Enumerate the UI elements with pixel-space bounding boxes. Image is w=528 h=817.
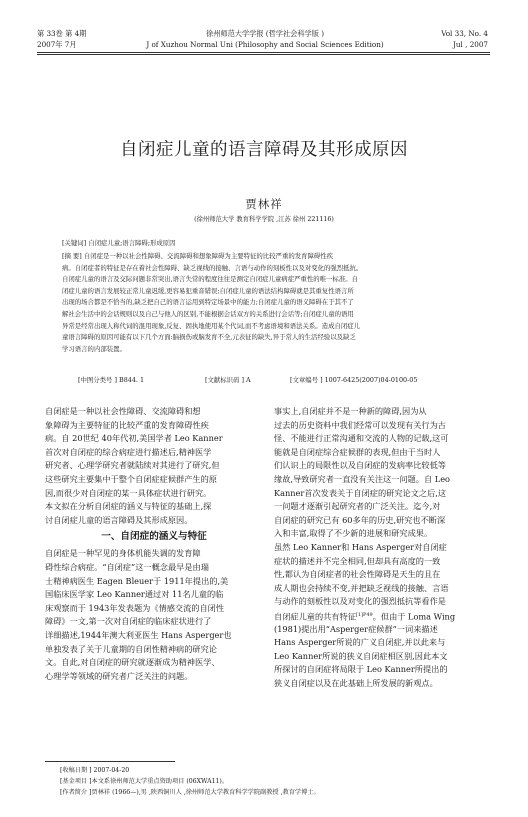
body-line: 国临床医学家 Leo Kanner通过对 11名儿童的临 [45,589,224,600]
header-rule-bottom [37,54,490,55]
clc-number: [中图分类号 ] B844. 1 [78,376,145,384]
body-line: 性,都认为自闭症者的社会性障碍是天生的且在 [274,569,441,580]
body-line: 自闭症是一种罕见的身体机能失调的发育障 [45,548,201,559]
body-column-left [45,405,263,683]
body-line: Hans Asperger所说的广义自闭症,并以此来与 [274,637,446,648]
header-rule-top [37,52,490,53]
body-line: 首次对自闭症的综合病症进行描述后,精神医学 [45,446,212,457]
author-name: 贾林祥 [245,197,283,211]
journal-name-en: J of Xuzhou Normal Uni (Philosophy and Social Sciences Edition) [146,40,384,49]
body-line: 们认识上的局限性以及自闭症的发病率比较低等 [274,460,446,471]
citation-ref: [1]P49 [355,611,373,618]
body-line: 本文拟在分析自闭症的涵义与特征的基础上,探 [45,501,212,512]
body-line: 自闭症是一种以社会性障碍、交流障碍和想 [45,406,201,416]
article-number: [文章编号 ] 1007-6425(2007)04-0100-05 [290,376,418,384]
volume-issue: 第 33卷 第 4期 [37,29,87,38]
body-line: 士精神病医生 Eagen Bleuer于 1911年提出的,美 [45,575,229,586]
body-line: 碍性综合病症。“自闭症”这一概念最早是由瑞 [45,561,209,572]
author-bio: [作者简介 ]贾林祥 (1966—),男 ,陕西铜川人 ,徐州师范大学教育科学学院副教授 ,教育学博士。 [60,789,320,796]
body-line: 因,而很少对自闭症的某一具体症状进行研究。 [45,487,212,498]
journal-name-header [140,28,390,50]
abstract-line: 自闭症儿童的语言及交际问题非常突出,语言失常的程度往往是测定自闭症儿童病症严重性的唯一标准。自 [62,275,358,284]
body-text: 。但由于 Loma Wing [372,611,456,622]
keywords: [关键词] 自闭症儿童;语言障碍;形成原因 [62,239,176,247]
body-line: 文。自此,对自闭症的研究就逐渐成为精神医学、 [45,657,220,668]
journal-name-cn: 徐州师范大学学报 (哲学社会科学版 ) [206,29,324,38]
body-line: 讨自闭症儿童的语言障碍及其形成原因。 [45,514,193,525]
body-line: 狭义自闭症以及在此基础上所发展的新观点。 [274,677,438,688]
date-en: Jul , 2007 [453,40,488,49]
received-date: [收稿日期 ] 2007-04-20 [60,767,130,774]
abstract-line: 出现的场合都是不恰当的,缺乏把自己的语言运用到特定场景中的能力;自闭症儿童的语义障碍在于其不了 [62,298,354,307]
body-line: 入和丰富,取得了不少新的进展和研究成果。 [274,528,433,539]
body-line: (1981)提出用“Asperger症候群”一词来描述 [274,623,438,634]
body-line: 成人期也会持续不变,并把缺乏视线的接触、言语 [274,582,449,593]
abstract-line: 学习语言的内部装置。 [62,344,126,353]
body-line: 缘故,导致研究者一直没有关注这一问题。自 Leo [274,473,450,484]
volume-en: Vol 33, No. 4 [441,29,488,38]
body-line: 所探讨的自闭症将局限于 Leo Kanner所提出的 [274,664,448,675]
body-line: 虽然 Leo Kanner和 Hans Asperger对自闭症 [274,541,447,552]
body-line: 病。自 20世纪 40年代初,美国学者 Leo Kanner [45,433,223,444]
body-line: 自闭症的研究已有 60多年的历史,研究也不断深 [274,514,446,525]
abstract-line: [摘 要] 自闭症是一种以社会性障碍、交流障碍和想象障碍为主要特征的比较严重的发育障碍性疾 [62,252,334,260]
paper-title: 自闭症儿童的语言障碍及其形成原因 [120,140,408,160]
issue-date: 2007年 7月 [37,40,77,49]
author-affiliation: (徐州师范大学 教育科学学院 ,江苏 徐州 221116) [194,216,334,223]
body-line: 这些研究主要集中于整个自闭症症候群产生的原 [45,473,217,484]
body-line: 象障碍为主要特征的比较严重的发育障碍性疾 [45,419,209,430]
abstract-line: 异常是经常出现人称代词的混用现象,反复、固执地使用某个代词,而不考虑语境和语法关系。造成自闭症儿 [62,321,361,330]
body-line: 过去的历史资料中我们经常可以发现有关行为古 [274,419,446,430]
body-line: 症状的描述并不完全相同,但却具有高度的一致 [274,555,441,566]
body-line: Leo Kanner所说的狭义自闭症相区别,因此本文 [274,650,448,661]
abstract-line: 解社会生活中的会话规则以及自己与他人的区别,不能根据会话双方的关系进行会话等;自闭症儿童的语用 [62,309,354,318]
section-heading: 一、自闭症的涵义与特征 [101,531,207,543]
document-code: [文献标识码 ] A [205,376,251,384]
body-column-right [274,405,490,690]
body-line-with-citation [274,609,490,623]
body-line: 床观察而于 1943年发表题为《情感交流的自闭性 [45,602,225,613]
body-line: 详细描述,1944年澳大利亚医生 Hans Asperger也 [45,629,232,640]
body-line: 心理学等领域的研究者广泛关注的问题。 [45,670,193,681]
abstract [62,251,470,355]
body-text: 自闭症儿童的共有特征 [274,611,356,622]
journal-volume-header [441,28,488,50]
body-line: Kanner首次发表关于自闭症的研究论文之后,这 [274,487,447,498]
abstract-line: 童语言障碍的原因可能有以下几个方面:脑损伤或脑发育不全,元表征的缺失,异于常人的生活经验以及缺乏 [62,333,356,342]
body-line: 一问题才逐渐引起研究者的广泛关注。迄今,对 [274,501,441,512]
body-line: 研究者、心理学研究者就陆续对其进行了研究,但 [45,460,220,471]
body-line: 障碍》一文,第一次对自闭症的临床症状进行了 [45,616,212,627]
body-line: 单独发表了关于儿童期的自闭性精神病的研究论 [45,643,217,654]
abstract-line: 病。自闭症者的特征是存在着社会性障碍、缺乏视线的接触、言语与动作的刻板性以及对变化的强烈抵抗。 [62,263,363,272]
abstract-line: 闭症儿童的语言发展较正常儿童迟缓,更容易犯重音错误;自闭症儿童的语法结构障碍就是其重复性语言所 [62,286,354,295]
fund-project: [基金项目 ]本文系徐州师范大学重点资助项目 (06XWA11)。 [60,778,229,785]
body-line: 能就是自闭症综合症候群的表现,但由于当时人 [274,446,441,457]
journal-issue-header [37,28,86,50]
body-line: 怪、不能进行正常沟通和交流的人物的记载,这可 [274,433,449,444]
footnote-rule [45,761,175,762]
body-line: 事实上,自闭症并不是一种新的障碍,因为从 [274,406,427,416]
body-line: 与动作的刻板性以及对变化的强烈抵抗等看作是 [274,596,446,607]
